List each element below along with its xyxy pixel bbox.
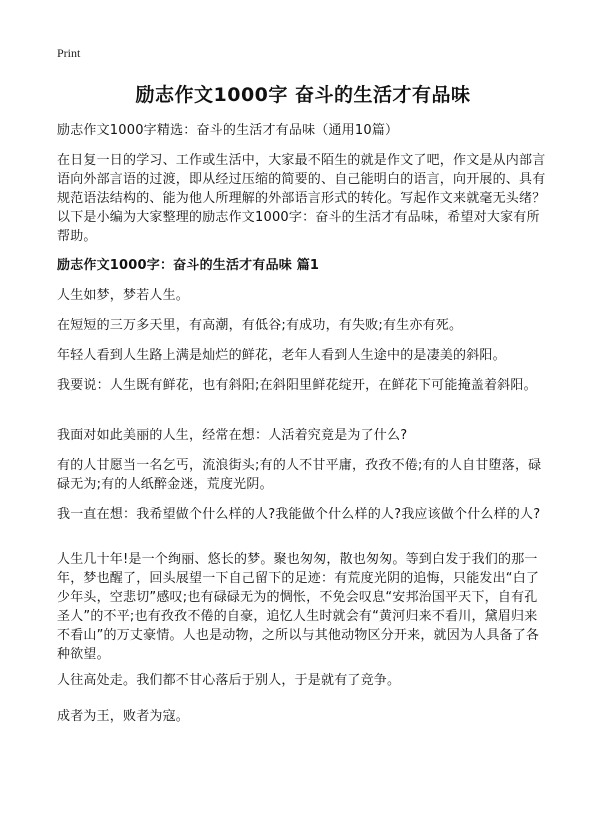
- paragraph: 有的人甘愿当一名乞丐，流浪街头;有的人不甘平庸，孜孜不倦;有的人自甘堕落，碌碌无为;有的人纸醉金迷，荒度光阴。: [57, 458, 542, 492]
- paragraph: 人往高处走。我们都不甘心落后于别人，于是就有了竞争。: [57, 673, 401, 688]
- subtitle: 励志作文1000字精选：奋斗的生活才有品味（通用10篇）: [57, 123, 399, 138]
- paragraph: 在短短的三万多天里，有高潮，有低谷;有成功，有失败;有生亦有死。: [57, 318, 463, 333]
- paragraph: 人生如梦，梦若人生。: [57, 288, 190, 303]
- paragraph: 成者为王，败者为寇。: [57, 709, 190, 724]
- paragraph: 年轻人看到人生路上满是灿烂的鲜花，老年人看到人生途中的是凄美的斜阳。: [57, 348, 506, 363]
- print-link[interactable]: Print: [57, 46, 81, 60]
- paragraph: 我一直在想：我希望做个什么样的人?我能做个什么样的人?我应该做个什么样的人?: [57, 507, 541, 522]
- intro-paragraph: 在日复一日的学习、工作或生活中，大家最不陌生的就是作文了吧，作文是从内部言语向外部言语的过渡，即从经过压缩的简要的、自己能明白的语言，向开展的、具有规范语法结构的、能为他人所理解的外部语言形式的转化。写起作文来就毫无头绪？以下是小编为大家整理的励志作文1000字：奋斗的生活才有品味，希望对大家有所帮助。: [57, 153, 546, 244]
- paragraph: 我面对如此美丽的人生，经常在想：人活着究竟是为了什么?: [57, 428, 408, 443]
- paragraph: 我要说：人生既有鲜花，也有斜阳;在斜阳里鲜花绽开，在鲜花下可能掩盖着斜阳。: [57, 378, 537, 393]
- section-heading: 励志作文1000字：奋斗的生活才有品味 篇1: [57, 258, 320, 273]
- page-title: 励志作文1000字 奋斗的生活才有品味: [135, 84, 471, 106]
- paragraph: 人生几十年!是一个绚丽、悠长的梦。聚也匆匆，散也匆匆。等到白发于我们的那一年，梦也醒了，回头展望一下自己留下的足迹：有荒度光阴的追悔，只能发出“白了少年头，空悲切”感叹;也有碌碌无为的惆怅，不免会叹息“安邦治国平天下，自有孔圣人”的不平;也有孜孜不倦的自豪，追忆人生时就会有“黄河归来不看川，黛眉归来不看山”的万丈豪情。人也是动物，之所以与其他动物区分开来，就因为人具备了各种欲望。: [57, 552, 540, 662]
